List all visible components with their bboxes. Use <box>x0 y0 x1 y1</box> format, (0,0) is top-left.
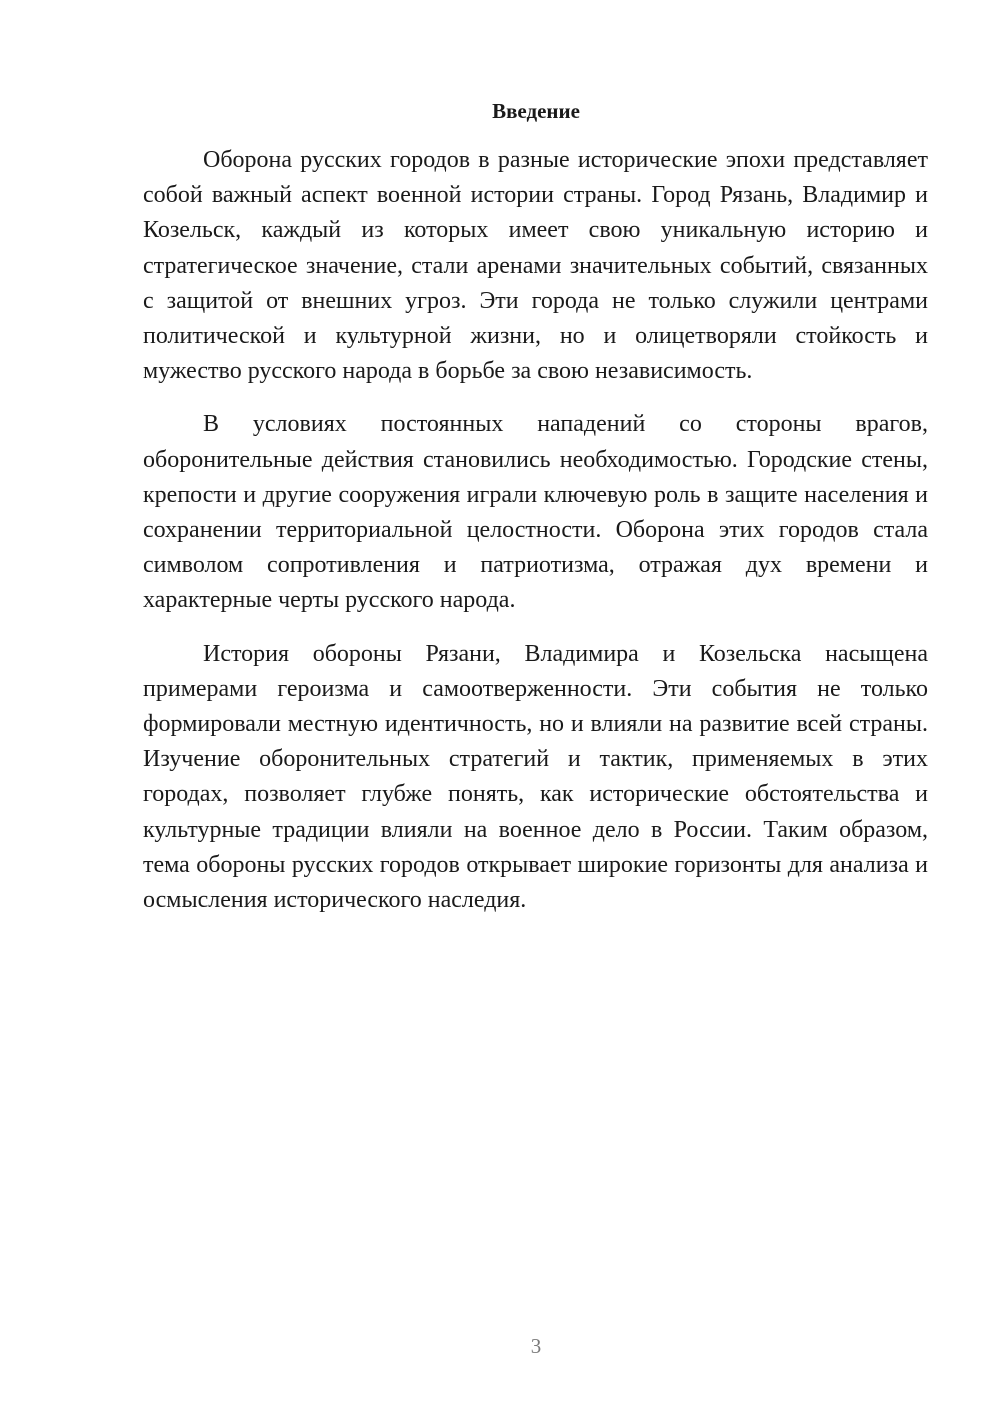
paragraph-3: История обороны Рязани, Владимира и Козельска насыщена примерами героизма и самоотверженности. Эти события не только формировали местную идентичность, но и влияли на развитие всей страны. Изучение оборонительных стратегий и тактик, применяемых в этих городах, позволяет глубже понять, как исторические обстоятельства и культурные традиции влияли на военное дело в России. Таким образом, тема обороны русских городов открывает широкие горизонты для анализа и осмысления исторического наследия. <box>143 640 928 914</box>
page-number: 3 <box>530 1334 542 1358</box>
paragraph-2: В условиях постоянных нападений со стороны врагов, оборонительные действия становились необходимостью. Городские стены, крепости и другие сооружения играли ключевую роль в защите населения и сохранении территориальной целостности. Оборона этих городов стала символом сопротивления и патриотизма, отражая дух времени и характерные черты русского народа. <box>143 411 928 614</box>
body-text <box>143 143 928 936</box>
paragraph-1: Оборона русских городов в разные исторические эпохи представляет собой важный аспект военной истории страны. Город Рязань, Владимир и Козельск, каждый из которых имеет свою уникальную историю и стратегическое значение, стали аренами значительных событий, связанных с защитой от внешних угроз. Эти города не только служили центрами политической и культурной жизни, но и олицетворяли стойкость и мужество русского народа в борьбе за свою независимость. <box>143 147 928 385</box>
section-heading: Введение <box>492 99 580 123</box>
